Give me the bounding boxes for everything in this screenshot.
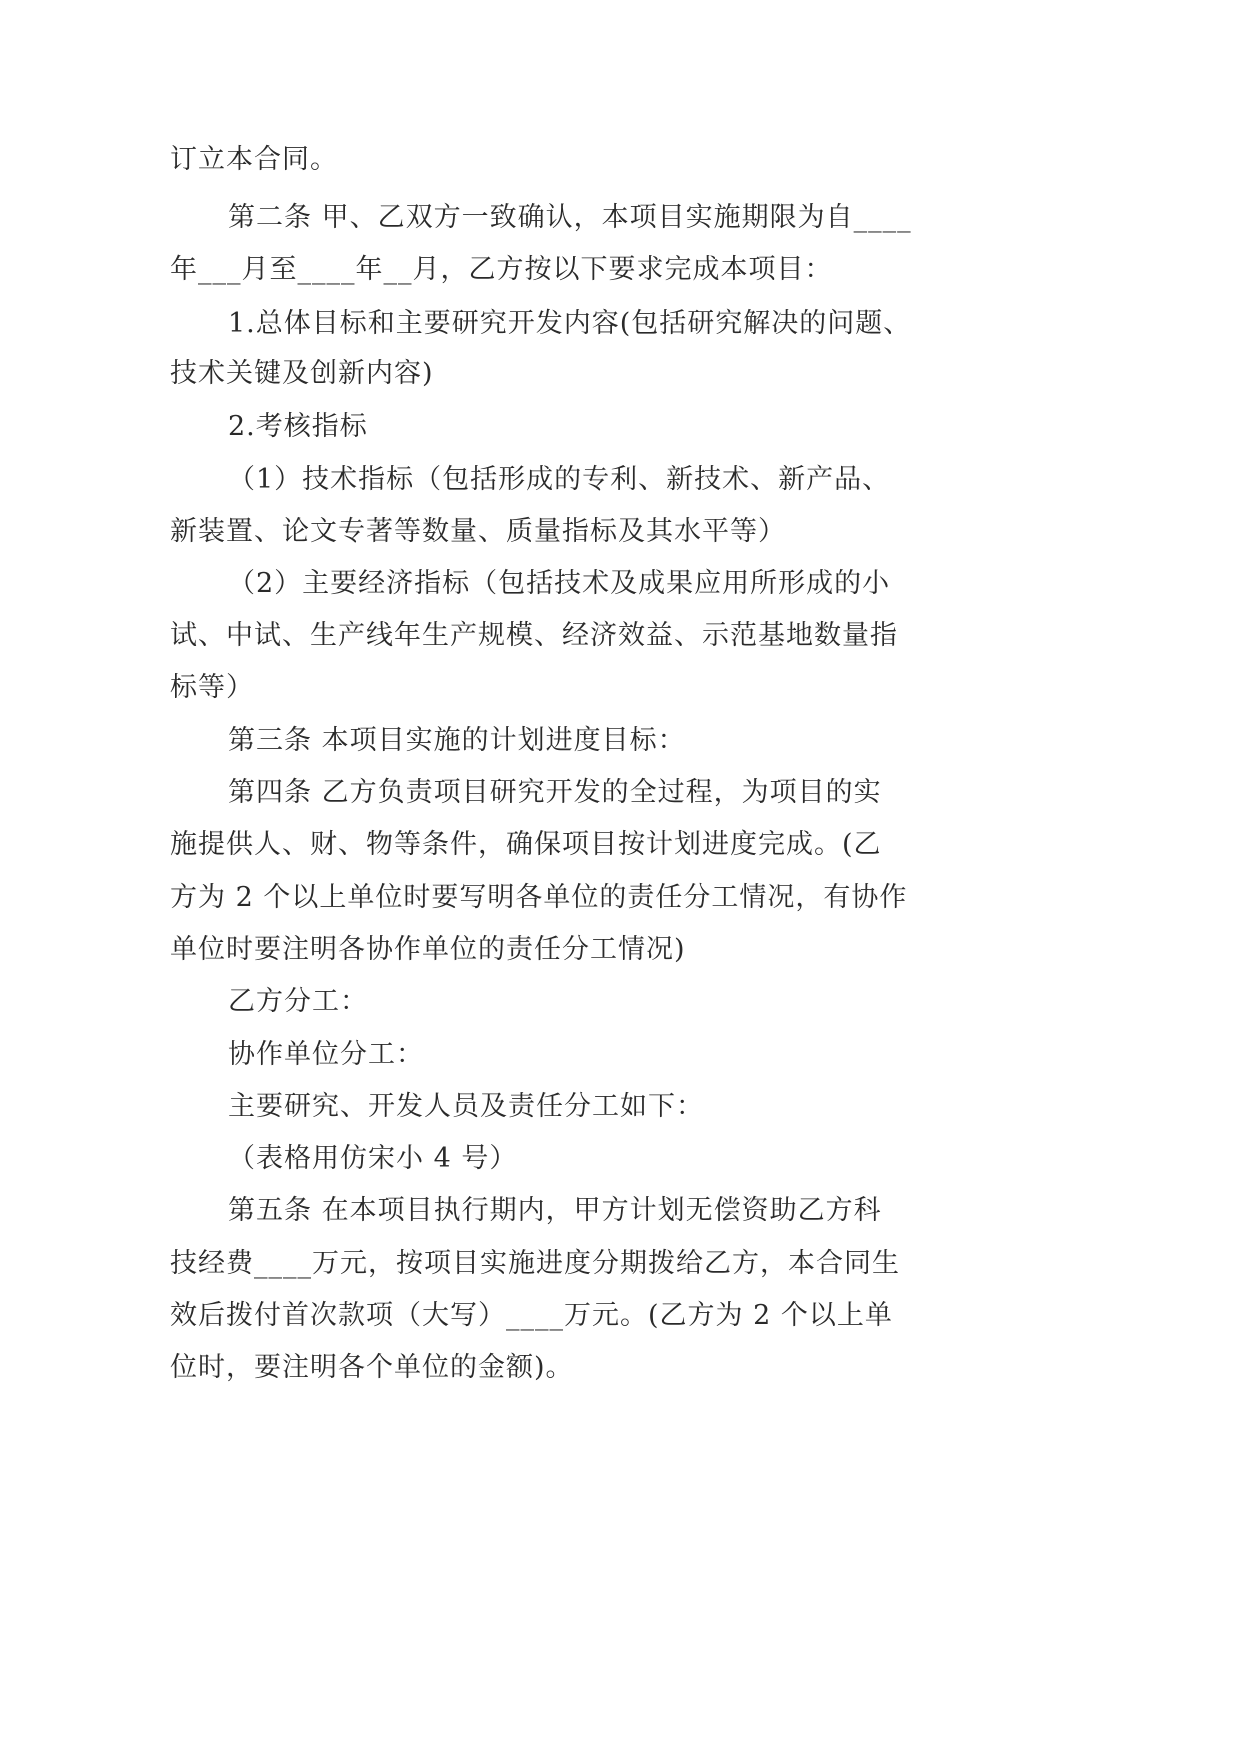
text-line: 单位时要注明各协作单位的责任分工情况) bbox=[170, 934, 686, 965]
text-line: 第三条 本项目实施的计划进度目标： bbox=[228, 725, 686, 756]
text-line: 试、中试、生产线年生产规模、经济效益、示范基地数量指 bbox=[170, 620, 898, 651]
text-line: 第五条 在本项目执行期内，甲方计划无偿资助乙方科 bbox=[228, 1195, 882, 1226]
text-line: 1.总体目标和主要研究开发内容(包括研究解决的问题、 bbox=[228, 308, 912, 339]
text-line: 订立本合同。 bbox=[170, 144, 338, 175]
text-line: 协作单位分工： bbox=[228, 1039, 424, 1070]
text-line: 乙方分工： bbox=[228, 986, 368, 1017]
text-line: 标等） bbox=[170, 672, 254, 703]
text-line: 效后拨付首次款项（大写）____万元。(乙方为 2 个以上单 bbox=[170, 1300, 893, 1331]
text-line: 第四条 乙方负责项目研究开发的全过程，为项目的实 bbox=[228, 777, 882, 808]
text-line: （2）主要经济指标（包括技术及成果应用所形成的小 bbox=[228, 568, 891, 599]
text-line: （表格用仿宋小 4 号） bbox=[228, 1143, 518, 1174]
text-line: 方为 2 个以上单位时要写明各单位的责任分工情况，有协作 bbox=[170, 882, 908, 913]
text-line: 技术关键及创新内容) bbox=[170, 358, 434, 389]
text-line: 位时，要注明各个单位的金额)。 bbox=[170, 1352, 574, 1383]
text-line: 技经费____万元，按项目实施进度分期拨给乙方，本合同生 bbox=[170, 1248, 900, 1279]
text-line: 施提供人、财、物等条件，确保项目按计划进度完成。(乙 bbox=[170, 829, 882, 860]
text-line: 第二条 甲、乙双方一致确认，本项目实施期限为自____ bbox=[228, 202, 912, 233]
text-line: 年___月至____年__月，乙方按以下要求完成本项目： bbox=[170, 254, 833, 285]
text-line: 2.考核指标 bbox=[228, 411, 368, 442]
text-line: （1）技术指标（包括形成的专利、新技术、新产品、 bbox=[228, 464, 891, 495]
text-line: 主要研究、开发人员及责任分工如下： bbox=[228, 1091, 704, 1122]
text-line: 新装置、论文专著等数量、质量指标及其水平等） bbox=[170, 516, 786, 547]
